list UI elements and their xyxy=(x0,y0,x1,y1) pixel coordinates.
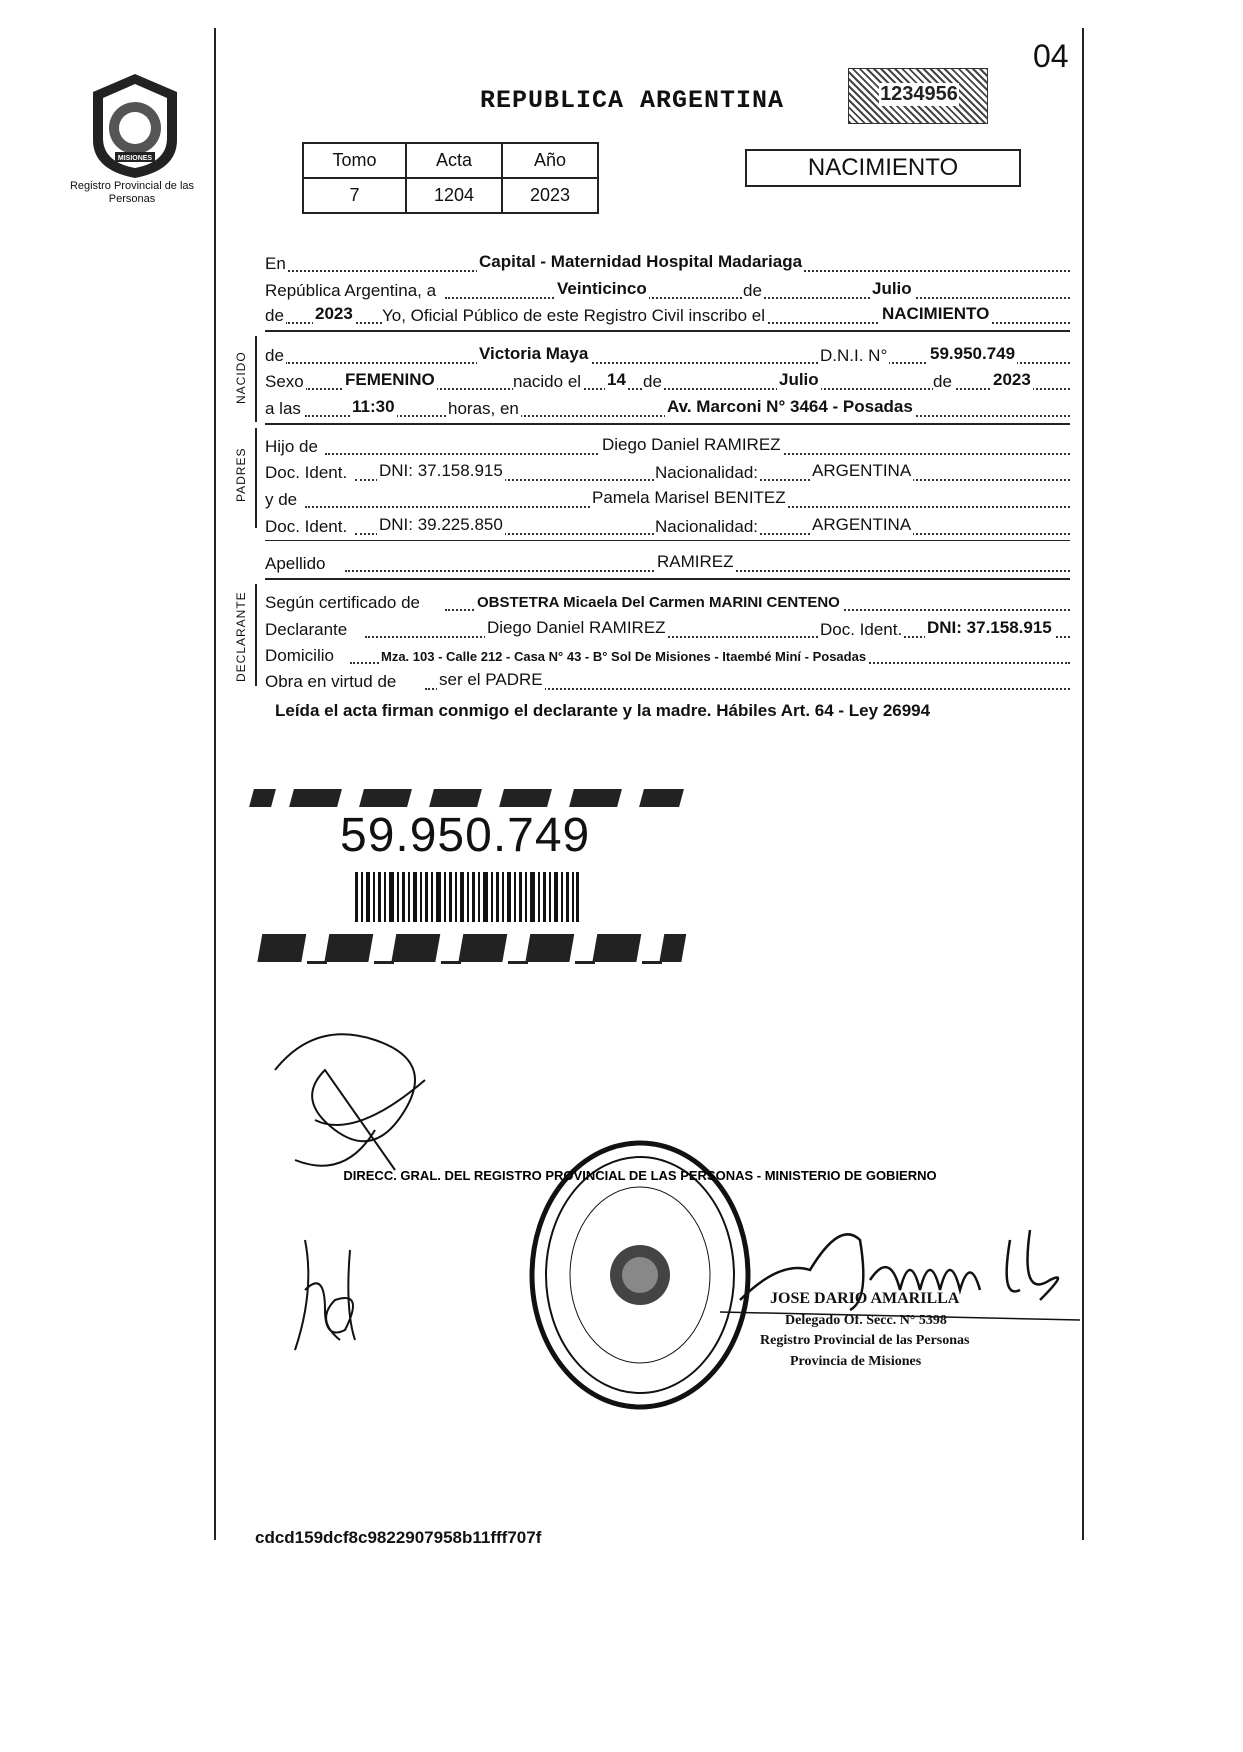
row-obra xyxy=(265,666,1070,692)
sexo-label: Sexo xyxy=(265,372,304,391)
father-nationality: ARGENTINA xyxy=(812,461,912,480)
row-en xyxy=(265,248,1070,274)
birth-year: 2023 xyxy=(993,370,1031,389)
row-date xyxy=(265,275,1070,301)
divider xyxy=(265,578,1070,580)
officer-label: Yo, Oficial Público de este Registro Civil inscribo el xyxy=(382,306,765,325)
nacido-de-label: de xyxy=(265,346,284,365)
father-name: Diego Daniel RAMIREZ xyxy=(602,435,781,454)
declarante-side-label: DECLARANTE xyxy=(234,591,248,682)
divider xyxy=(265,423,1070,425)
nacido-side-label: NACIDO xyxy=(234,351,248,404)
obra-value: ser el PADRE xyxy=(439,670,543,689)
obra-label: Obra en virtud de xyxy=(265,672,397,691)
alas-label: a las xyxy=(265,399,301,418)
republica-label: República Argentina, a xyxy=(265,281,437,300)
anio-header: Año xyxy=(502,143,598,178)
domicilio-label: Domicilio xyxy=(265,646,334,665)
right-margin-line xyxy=(1082,28,1084,1540)
dni-label: D.N.I. N° xyxy=(820,346,888,365)
hijo-label: Hijo de xyxy=(265,437,318,456)
record-reference-table xyxy=(302,142,599,214)
de-label: de xyxy=(743,281,762,300)
row-domicilio xyxy=(265,640,1070,666)
father-doc: DNI: 37.158.915 xyxy=(379,461,503,480)
day-value: Veinticinco xyxy=(557,279,647,298)
row-apellido xyxy=(265,548,1070,574)
official-signature xyxy=(720,1200,1080,1330)
page-number: 04 xyxy=(1033,38,1069,74)
tomo-value: 7 xyxy=(303,178,406,213)
nacido-dni: 59.950.749 xyxy=(930,344,1016,363)
row-father-doc xyxy=(265,457,1070,483)
declarante-value: Diego Daniel RAMIREZ xyxy=(487,618,666,637)
row-certificado xyxy=(265,587,1070,613)
declarante-bar xyxy=(255,584,257,686)
mother-name: Pamela Marisel BENITEZ xyxy=(592,488,786,507)
declarante-doc-label: Doc. Ident. xyxy=(820,620,903,639)
seal-text: DIRECC. GRAL. DEL REGISTRO PROVINCIAL DE LAS PERSONAS - MINISTERIO DE GOBIERNO xyxy=(343,1168,937,1183)
apellido-label: Apellido xyxy=(265,554,326,573)
mother-signature xyxy=(285,1230,375,1360)
row-mother-doc xyxy=(265,511,1070,537)
birth-day: 14 xyxy=(607,370,626,389)
official-province: Provincia de Misiones xyxy=(790,1354,922,1369)
divider xyxy=(265,540,1070,541)
registry-caption: Registro Provincial de las Personas xyxy=(69,180,195,205)
horas-label: horas, en xyxy=(448,399,519,418)
birth-hour: 11:30 xyxy=(352,397,395,416)
birth-month: Julio xyxy=(779,370,819,389)
official-title: Delegado Of. Secc. N° 5398 xyxy=(785,1313,947,1328)
mother-doc-label: Doc. Ident. xyxy=(265,517,348,536)
nacido-bar xyxy=(255,336,257,422)
stamp-number: 1234956 xyxy=(880,83,958,105)
birth-de2-label: de xyxy=(933,372,952,391)
document-hash: cdcd159dcf8c9822907958b11fff707f xyxy=(255,1528,542,1547)
mother-nationality: ARGENTINA xyxy=(812,515,912,534)
row-hour xyxy=(265,393,1070,419)
declarante-label: Declarante xyxy=(265,620,348,639)
official-name: JOSE DARIO AMARILLA xyxy=(770,1290,960,1307)
mother-doc: DNI: 39.225.850 xyxy=(379,515,503,534)
nacido-el-label: nacido el xyxy=(513,372,582,391)
de2-label: de xyxy=(265,306,284,325)
declarante-doc: DNI: 37.158.915 xyxy=(927,618,1052,637)
row-declarante xyxy=(265,614,1070,640)
anio-value: 2023 xyxy=(502,178,598,213)
row-nacido-name xyxy=(265,340,1070,366)
father-nat-label: Nacionalidad: xyxy=(655,463,759,482)
row-father xyxy=(265,431,1070,457)
official-registry: Registro Provincial de las Personas xyxy=(760,1333,970,1348)
left-margin-line xyxy=(214,28,216,1540)
mother-nat-label: Nacionalidad: xyxy=(655,517,759,536)
year-value: 2023 xyxy=(315,304,353,323)
row-mother xyxy=(265,484,1070,510)
en-value: Capital - Maternidad Hospital Madariaga xyxy=(479,252,803,271)
dni-large-number: 59.950.749 xyxy=(340,809,591,862)
sexo-value: FEMENINO xyxy=(345,370,435,389)
birth-place: Av. Marconi N° 3464 - Posadas xyxy=(667,397,913,416)
acta-value: 1204 xyxy=(406,178,502,213)
logo-text: MISIONES xyxy=(117,155,153,162)
acta-header: Acta xyxy=(406,143,502,178)
cert-label: Según certificado de xyxy=(265,593,420,612)
apellido-value: RAMIREZ xyxy=(657,552,734,571)
tomo-header: Tomo xyxy=(303,143,406,178)
birth-de-label: de xyxy=(643,372,662,391)
row-officer xyxy=(265,300,1070,326)
row-sexo xyxy=(265,366,1070,392)
stamp-number-box xyxy=(848,68,988,124)
nacido-name: Victoria Maya xyxy=(479,344,589,363)
month-value: Julio xyxy=(872,279,912,298)
document-type: NACIMIENTO xyxy=(745,149,1021,187)
padres-side-label: PADRES xyxy=(234,447,248,502)
en-label: En xyxy=(265,254,286,273)
divider xyxy=(265,330,1070,332)
act-value: NACIMIENTO xyxy=(882,304,990,323)
cert-value: OBSTETRA Micaela Del Carmen MARINI CENTENO xyxy=(477,594,840,611)
closing-statement: Leída el acta firman conmigo el declarante y la madre. Hábiles Art. 64 - Ley 26994 xyxy=(275,701,931,720)
security-pattern-bottom xyxy=(255,930,695,968)
country-title: REPUBLICA ARGENTINA xyxy=(480,86,785,115)
barcode-icon xyxy=(355,872,580,922)
domicilio-value: Mza. 103 - Calle 212 - Casa N° 43 - B° Sol De Misiones - Itaembé Miní - Posadas xyxy=(381,649,867,664)
padres-bar xyxy=(255,428,257,528)
registry-logo-icon xyxy=(85,70,185,182)
father-doc-label: Doc. Ident. xyxy=(265,463,348,482)
yde-label: y de xyxy=(265,490,298,509)
